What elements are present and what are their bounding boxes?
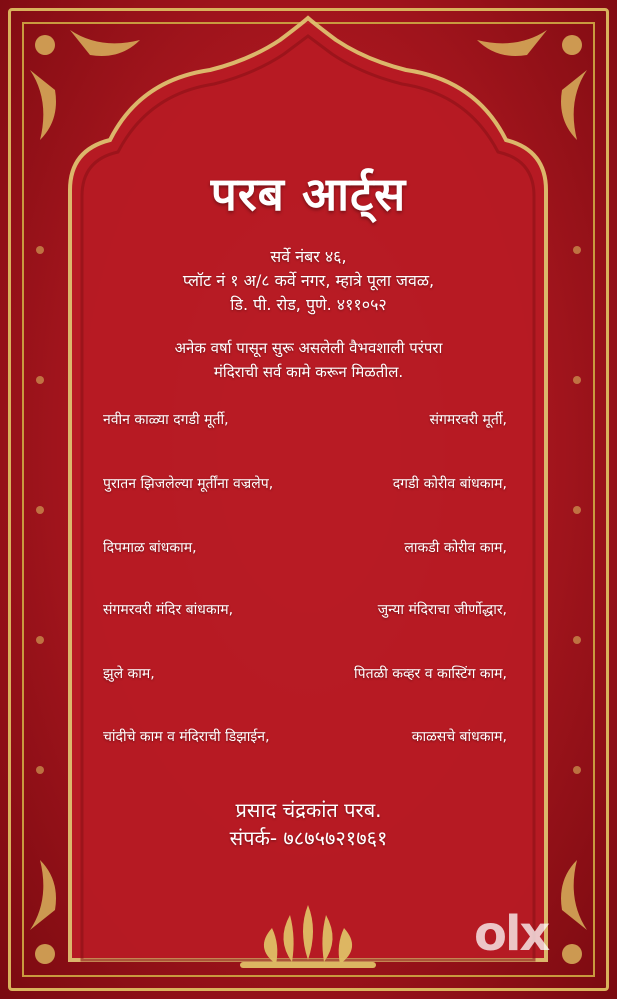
service-item: लाकडी कोरीव काम,: [404, 540, 507, 556]
service-item: पुरातन झिजलेल्या मूर्तींना वज्रलेप,: [103, 476, 274, 492]
service-item: पितळी कव्हर व कास्टिंग काम,: [354, 666, 507, 682]
service-item: जुन्या मंदिराचा जीर्णोद्धार,: [377, 602, 507, 618]
address-line-3: डि. पी. रोड, पुणे. ४११०५२: [230, 295, 387, 314]
address-line-2: प्लॉट नं १ अ/८ कर्वे नगर, म्हात्रे पूला जवळ,: [182, 271, 435, 290]
page-title: परब आर्ट्स: [210, 167, 407, 221]
service-item: झुले काम,: [103, 666, 155, 682]
service-item: संगमरवरी मूर्ती,: [429, 412, 507, 428]
olx-watermark-logo: olx: [474, 906, 549, 962]
service-item: नवीन काळ्या दगडी मूर्ती,: [103, 412, 229, 428]
tagline-line-1: अनेक वर्षा पासून सुरू असलेली वैभवशाली परंपरा: [174, 339, 443, 357]
tagline-line-2: मंदिराची सर्व कामे करून मिळतील.: [213, 363, 404, 381]
service-item: दिपमाळ बांधकाम,: [103, 540, 197, 556]
contact-phone: संपर्क- ७८७५७२१७६१: [229, 826, 388, 850]
service-item: काळसचे बांधकाम,: [411, 729, 507, 745]
service-item: चांदीचे काम व मंदिराची डिझाईन,: [103, 729, 270, 745]
service-item: दगडी कोरीव बांधकाम,: [392, 476, 507, 492]
address-line-1: सर्वे नंबर ४६,: [270, 247, 347, 266]
service-item: संगमरवरी मंदिर बांधकाम,: [103, 602, 234, 618]
contact-name: प्रसाद चंद्रकांत परब.: [235, 798, 382, 822]
